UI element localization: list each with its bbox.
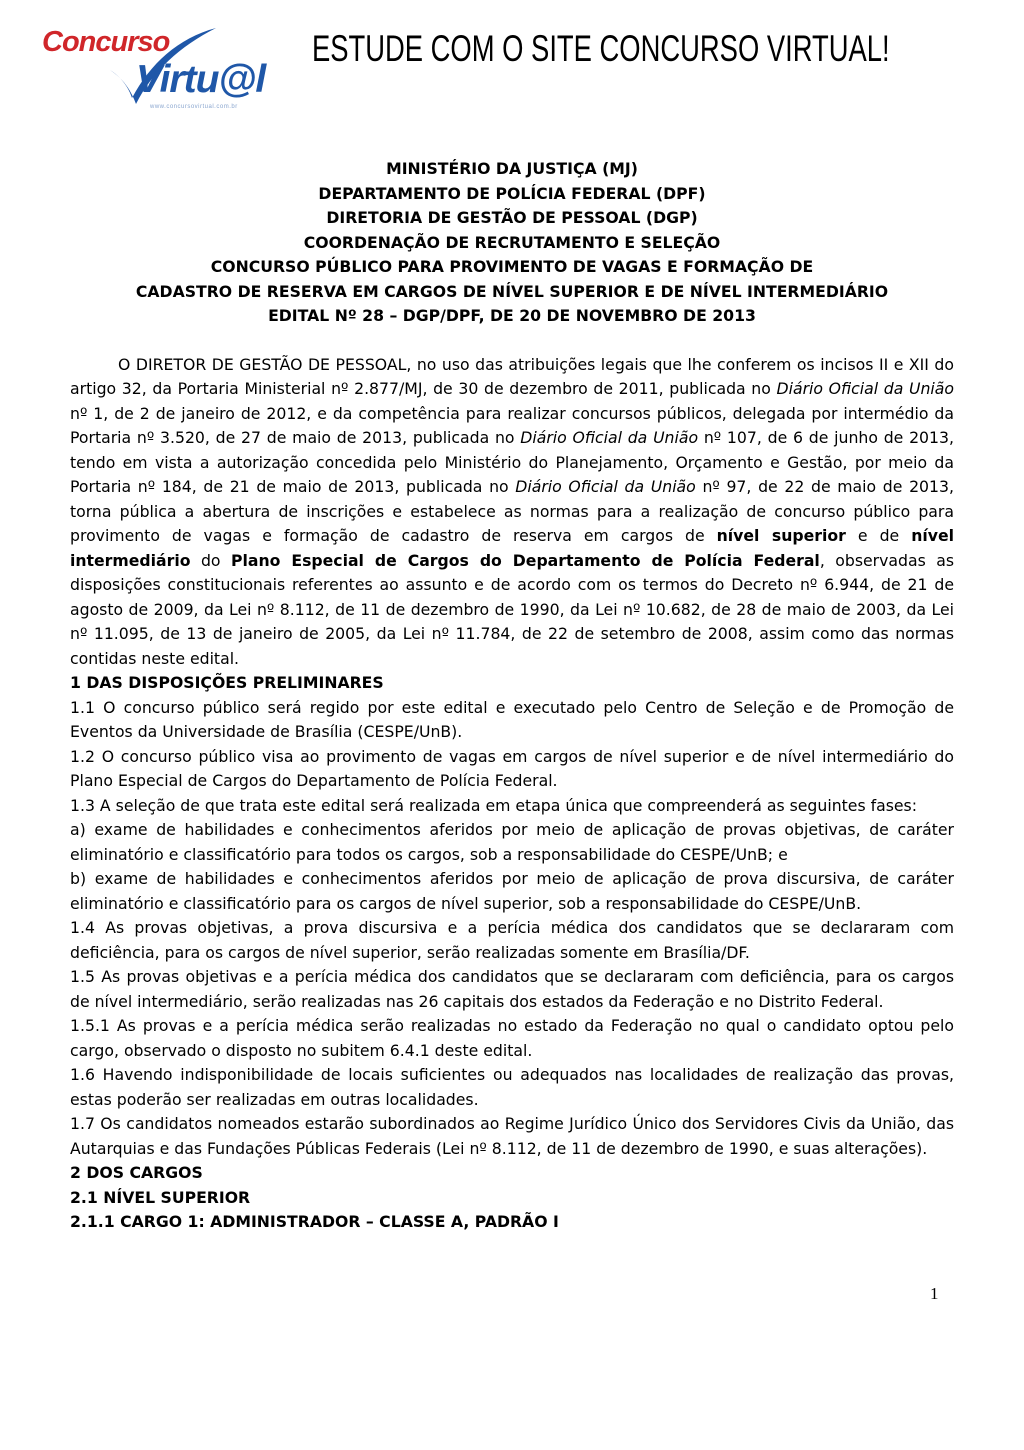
logo-word-concurso: Concurso (42, 26, 170, 58)
section-item: 1.5 As provas objetivas e a perícia médica dos candidatos que se declararam com deficiência, para os cargos de nível intermediário, serão realizadas nas 26 capitais dos estados da Federação e no Distrito Federal. (70, 967, 954, 1011)
edital-title: EDITAL Nº 28 – DGP/DPF, DE 20 DE NOVEMBRO DE 2013 (268, 306, 756, 325)
intro-text: do (190, 550, 232, 570)
section-1-heading: 1 DAS DISPOSIÇÕES PRELIMINARES (70, 673, 384, 692)
section-item: 1.3 A seleção de que trata este edital será realizada em etapa única que compreenderá as seguintes fases: (70, 795, 918, 815)
cargo-heading: 2.1.1 CARGO 1: ADMINISTRADOR – CLASSE A, PADRÃO I (70, 1212, 559, 1231)
section-item: 1.4 As provas objetivas, a prova discursiva e a perícia médica dos candidatos que se declararam com deficiência, para os cargos de nível superior, serão realizadas somente em Brasília/DF. (70, 918, 954, 962)
intro-bold: nível intermediário (70, 526, 954, 570)
logo-tagline: www.concursovirtual.com.br (150, 104, 238, 110)
section-item: b) exame de habilidades e conhecimentos aferidos por meio de aplicação de prova discursiva, de caráter eliminatório e classificatório para os cargos de nível superior, sob a responsabilidade do CESPE/UnB. (70, 869, 954, 913)
header-line: MINISTÉRIO DA JUSTIÇA (MJ) (386, 159, 638, 178)
intro-italic: Diário Oficial da União (776, 379, 955, 398)
header-line: COORDENAÇÃO DE RECRUTAMENTO E SELEÇÃO (303, 232, 721, 252)
section-item: 1.2 O concurso público visa ao provimento de vagas em cargos de nível superior e de nível intermediário do Plano Especial de Cargos do Departamento de Polícia Federal. (70, 746, 954, 790)
intro-paragraph (70, 353, 954, 672)
section-item: 1.6 Havendo indisponibilidade de locais suficientes ou adequados nas localidades de realização das provas, estas poderão ser realizadas em outras localidades. (70, 1065, 954, 1109)
banner-title: ESTUDE COM O SITE CONCURSO VIRTUAL! (312, 28, 890, 69)
intro-bold: Plano Especial de Cargos do Departamento de Polícia Federal (231, 550, 820, 570)
section-2-heading: 2 DOS CARGOS (70, 1163, 203, 1182)
subsection-heading: 2.1 NÍVEL SUPERIOR (70, 1187, 251, 1207)
section-item: 1.7 Os candidatos nomeados estarão subordinados ao Regime Jurídico Único dos Servidores Civis da União, das Autarquias e das Fundações Públicas Federais (Lei nº 8.112, de 11 de dezembro de 1990, e suas alterações). (70, 1114, 954, 1158)
section-item: 1.1 O concurso público será regido por este edital e executado pelo Centro de Seleção e de Promoção de Eventos da Universidade de Brasília (CESPE/UnB). (70, 697, 954, 741)
section-item: a) exame de habilidades e conhecimentos aferidos por meio de aplicação de provas objetivas, de caráter eliminatório e classificatório para todos os cargos, sob a responsabilidade do CESPE/UnB; e (70, 820, 954, 864)
intro-italic: Diário Oficial da União (520, 428, 699, 447)
intro-bold: nível superior (716, 526, 846, 545)
document-body (70, 157, 954, 1235)
intro-text: e de (845, 526, 912, 545)
document-header (70, 157, 954, 329)
header-line: CADASTRO DE RESERVA EM CARGOS DE NÍVEL SUPERIOR E DE NÍVEL INTERMEDIÁRIO (135, 281, 889, 301)
logo-word-virtual: Virtu@l (136, 58, 266, 101)
intro-italic: Diário Oficial da União (515, 477, 696, 496)
header-line: CONCURSO PÚBLICO PARA PROVIMENTO DE VAGAS E FORMAÇÃO DE (210, 257, 814, 276)
page-number: 1 (930, 1284, 939, 1303)
section-item: 1.5.1 As provas e a perícia médica serão realizadas no estado da Federação no qual o candidato optou pelo cargo, observado o disposto no subitem 6.4.1 deste edital. (70, 1016, 954, 1060)
intro-text: nº 107, de 6 de junho de 2013, tendo em vista a autorização concedida pelo Ministério do Planejamento, Orçamento e Gestão, por meio da Portaria nº 184, de 21 de maio de 2013, publicada no (70, 428, 954, 496)
header-line: DEPARTAMENTO DE POLÍCIA FEDERAL (DPF) (318, 183, 706, 203)
intro-text: , observadas as disposições constitucionais referentes ao assunto e de acordo com os termos do Decreto nº 6.944, de 21 de agosto de 2009, da Lei nº 8.112, de 11 de dezembro de 1990, da Lei nº 10.682, de 28 de maio de 2003, da Lei nº 11.095, de 13 de janeiro de 2005, da Lei nº 11.784, de 22 de setembro de 2008, assim como das normas contidas neste edital. (70, 550, 955, 668)
concurso-virtual-logo (40, 24, 280, 110)
intro-text: O DIRETOR DE GESTÃO DE PESSOAL, no uso das atribuições legais que lhe conferem os incisos II e XII do artigo 32, da Portaria Ministerial nº 2.877/MJ, de 30 de dezembro de 2011, publicada no (70, 354, 954, 398)
intro-text: nº 97, de 22 de maio de 2013, torna pública a abertura de inscrições e estabelece as normas para a realização de concurso público para provimento de vagas e formação de cadastro de reserva em cargos de (70, 477, 954, 545)
header-line: DIRETORIA DE GESTÃO DE PESSOAL (DGP) (326, 208, 698, 227)
intro-text: nº 1, de 2 de janeiro de 2012, e da competência para realizar concursos públicos, delegada por intermédio da Portaria nº 3.520, de 27 de maio de 2013, publicada no (70, 403, 954, 447)
